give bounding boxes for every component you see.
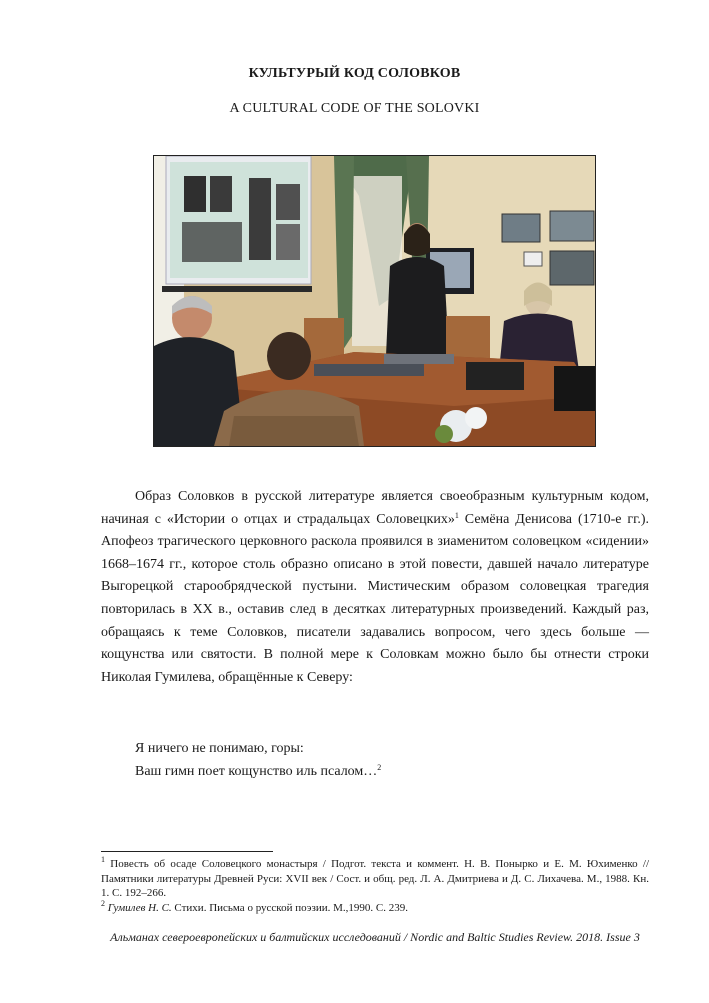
footnote-divider: [101, 851, 273, 852]
poem-quote: [135, 737, 635, 783]
footnote-ref-1[interactable]: 1: [454, 510, 459, 520]
main-paragraph-part-1: Образ Соловков в русской литературе является своеобразным культурным кодом, начиная с «Истории о отцах и страдальцах Соловецких»: [101, 489, 649, 527]
article-title-en: A CULTURAL CODE OF THE SOLOVKI: [229, 101, 480, 116]
article-title-ru: КУЛЬТУРЫЙ КОД СОЛОВКОВ: [248, 66, 461, 81]
footnote-ref-2[interactable]: 2: [377, 763, 382, 772]
main-paragraph-part-2: Семёна Денисова (1710-е гг.). Апофеоз трагического церковного раскола проявился в зиаменитом соловецком «сидении» 1668–1674 гг., которое столь образно описано в этой повести, давшей начало литературе Выгорецкой старообрядческой пустыни. Мистическим образом соловецкая трагедия повторилась в XX в., оставив след в десятках литературных произведений. Каждый раз, обращаясь к теме Соловков, писатели задавались вопросом, чего здесь больше — кощунства или святости. В полной мере к Соловкам можно было бы отнести строки Николая Гумилева, обращённые к Северу:: [101, 511, 649, 685]
footnotes: [101, 857, 649, 915]
footnote-2-text: Стихи. Письма о русской поэзии. М.,1990. С. 239.: [171, 901, 408, 914]
footnote-2-mark: 2: [101, 898, 105, 908]
footnote-1-text: Повесть об осаде Соловецкого монастыря / Подгот. текста и коммент. Н. В. Понырко и Е. М. Юхименко // Памятники литературы Древней Руси: XVII век / Сост. и общ. ред. Л. А. Дмитриева и Д. С. Лихачева. М., 1988. Кн. 1. С. 192–266.: [101, 858, 649, 899]
running-footer: Альманах североевропейских и балтийских исследований / Nordic and Baltic Studies Review. 2018. Issue 3: [110, 930, 640, 944]
event-photo: [153, 155, 596, 447]
footnote-1: [101, 857, 649, 901]
poem-line-2: [135, 760, 635, 783]
footnote-1-mark: 1: [101, 855, 105, 864]
main-paragraph: [101, 486, 649, 689]
poem-line-1: Я ничего не понимаю, горы:: [135, 741, 304, 756]
poem-line-2-text: Ваш гимн поет кощунство иль псалом…: [135, 764, 378, 779]
footnote-2-author: Гумилев Н. С.: [105, 901, 172, 914]
footnote-2: [101, 898, 649, 916]
